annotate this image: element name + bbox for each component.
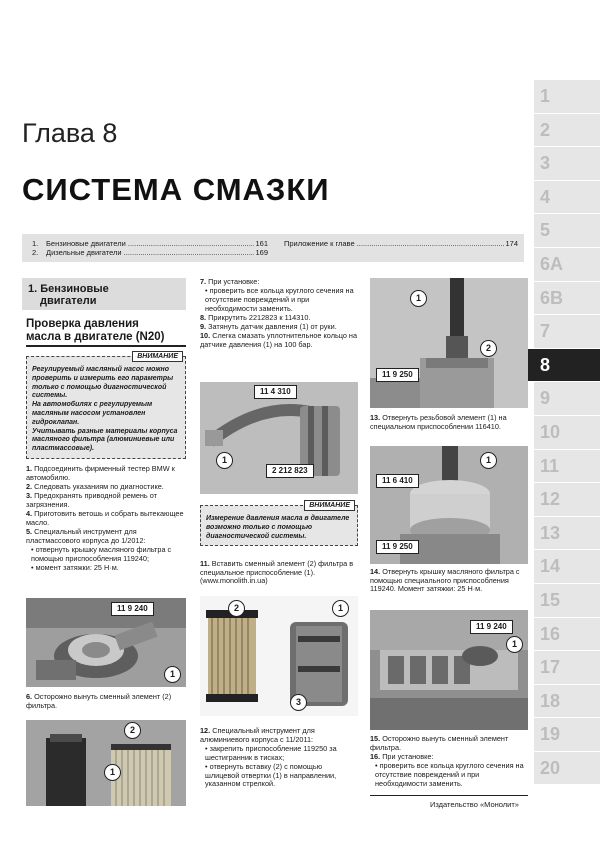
callout-number: 2 xyxy=(228,600,245,617)
photo-filter-tool xyxy=(200,596,358,716)
step: 8. Прикрутить 2212823 к 114310. xyxy=(200,312,311,322)
callout-number: 1 xyxy=(410,290,427,307)
tool-label: 11 9 250 xyxy=(376,540,419,554)
tab-chapter-8[interactable]: 8 xyxy=(528,349,600,383)
step: 3. Предохранять приводной ремень от загрязнения. xyxy=(26,491,157,509)
chapter-label: Глава 8 xyxy=(22,118,118,148)
tab-chapter-12[interactable]: 12 xyxy=(534,483,600,517)
photo-engine-bay xyxy=(370,610,528,730)
tab-chapter-18[interactable]: 18 xyxy=(534,685,600,719)
step: 15. Осторожно вынуть сменный элемент фильтра. xyxy=(370,734,509,752)
tab-chapter-7[interactable]: 7 xyxy=(534,315,600,349)
tool-119250-illustration xyxy=(370,278,528,408)
step: 7. При установке: xyxy=(200,277,260,286)
bullet: • отвернуть вставку (2) с помощью шлицевой отвертки (1) в направлении, указанном стрелкой. xyxy=(205,761,337,789)
column-1-step6 xyxy=(26,693,186,711)
tab-chapter-2[interactable]: 2 xyxy=(534,114,600,148)
toc-item[interactable]: Приложение к главе ..... 174 xyxy=(284,239,518,248)
tab-chapter-14[interactable]: 14 xyxy=(534,550,600,584)
filter-element-illustration xyxy=(26,720,186,806)
column-3-step13 xyxy=(370,414,528,432)
toc-item[interactable]: 2. Дизельные двигатели ..... 169 xyxy=(32,248,268,257)
tab-chapter-5[interactable]: 5 xyxy=(534,214,600,248)
photo-filter-element xyxy=(26,720,186,806)
step: 2. Следовать указаниям по диагностике. xyxy=(26,481,164,491)
tab-chapter-1[interactable]: 1 xyxy=(534,80,600,114)
table-of-contents xyxy=(22,234,524,262)
step: 1. Подсоединить фирменный тестер BMW к автомобилю. xyxy=(26,464,175,482)
callout-number: 1 xyxy=(506,636,523,653)
tab-chapter-9[interactable]: 9 xyxy=(534,382,600,416)
tool-label: 11 9 250 xyxy=(376,368,419,382)
step: 5. Специальный инструмент для пластмассового корпуса до 1/2012: xyxy=(26,526,146,545)
bullet: • закрепить приспособление 119250 за шестигранник в тисках; xyxy=(205,743,337,762)
step: 6. Осторожно вынуть сменный элемент (2) фильтра. xyxy=(26,692,172,710)
warning-tag: ВНИМАНИЕ xyxy=(304,500,355,511)
toc-left xyxy=(32,239,268,257)
page-title: СИСТЕМА СМАЗКИ xyxy=(22,172,330,207)
warning-tag: ВНИМАНИЕ xyxy=(132,351,183,362)
callout-number: 1 xyxy=(104,764,121,781)
tab-chapter-3[interactable]: 3 xyxy=(534,147,600,181)
chapter-tabs xyxy=(534,80,600,785)
tab-chapter-16[interactable]: 16 xyxy=(534,618,600,652)
toc-right xyxy=(284,239,518,248)
tab-chapter-6b[interactable]: 6B xyxy=(534,282,600,316)
footer-rule xyxy=(370,795,528,796)
step: 16. При установке: xyxy=(370,751,434,761)
tab-chapter-6a[interactable]: 6A xyxy=(534,248,600,282)
callout-number: 1 xyxy=(216,452,233,469)
photo-pressure-sensor xyxy=(200,382,358,494)
bullet: • проверить все кольца круглого сечения на отсутствие повреждений и при необходимости заменить. xyxy=(205,286,354,313)
step: 13. Отвернуть резьбовой элемент (1) на специальном приспособлении 116410. xyxy=(370,413,507,431)
photo-filter-housing xyxy=(26,598,186,687)
tool-label: 2 212 823 xyxy=(266,464,314,478)
step: 11. Вставить сменный элемент (2) фильтра в специальное приспособление (1). (www.monolith.in.ua) xyxy=(200,559,354,586)
warning-box: ВНИМАНИЕ Регулируемый масляный насос можно проверить и измерить его параметры только с помощью диагностической системы. На автомобилях с регулируемым масляным насосом установлен гидроклапан. Учитывать разные материалы корпуса масляного фильтра (алюминиевые или пластмассовые). xyxy=(26,356,186,459)
step: 4. Приготовить ветошь и собрать вытекающее масло. xyxy=(26,509,184,527)
toc-item[interactable]: 1. Бензиновые двигатели ..... 161 xyxy=(32,239,268,248)
tool-label: 11 6 410 xyxy=(376,474,419,488)
bullet: • момент затяжки: 25 Н·м. xyxy=(31,562,119,572)
tab-chapter-10[interactable]: 10 xyxy=(534,416,600,450)
tab-chapter-13[interactable]: 13 xyxy=(534,517,600,551)
callout-number: 1 xyxy=(164,666,181,683)
tab-chapter-15[interactable]: 15 xyxy=(534,584,600,618)
section-heading: 1. Бензиновые двигатели xyxy=(22,278,186,310)
column-3-text xyxy=(370,735,528,789)
tab-chapter-19[interactable]: 19 xyxy=(534,718,600,752)
tool-label: 11 4 310 xyxy=(254,385,297,399)
callout-number: 1 xyxy=(332,600,349,617)
column-2-text xyxy=(200,278,358,350)
callout-number: 2 xyxy=(124,722,141,739)
filter-housing-illustration xyxy=(26,598,186,687)
bullet: • отвернуть крышку масляного фильтра с помощью приспособления 119240; xyxy=(31,544,172,563)
step: 9. Затянуть датчик давления (1) от руки. xyxy=(200,322,337,332)
callout-number: 1 xyxy=(480,452,497,469)
column-3-step14 xyxy=(370,568,528,595)
tab-chapter-20[interactable]: 20 xyxy=(534,752,600,786)
step: 14. Отвернуть крышку масляного фильтра с помощью специального приспособления 119240. Момент затяжки: 25 Н·м. xyxy=(370,567,520,594)
tab-chapter-4[interactable]: 4 xyxy=(534,181,600,215)
tab-chapter-17[interactable]: 17 xyxy=(534,651,600,685)
column-2-step12 xyxy=(200,727,358,789)
callout-number: 2 xyxy=(480,340,497,357)
step: 12. Специальный инструмент для алюминиевого корпуса с 11/2011: xyxy=(200,726,315,744)
column-2-step11 xyxy=(200,560,358,587)
photo-tool-119250 xyxy=(370,278,528,408)
column-1-text xyxy=(26,465,186,573)
photo-tool-116410 xyxy=(370,446,528,564)
tool-label: 11 9 240 xyxy=(111,602,154,616)
warning-box: ВНИМАНИЕ Измерение давления масла в двигателе возможно только с помощью диагностической системы. xyxy=(200,505,358,546)
publisher-footer: Издательство «Монолит» xyxy=(430,800,519,809)
tab-chapter-11[interactable]: 11 xyxy=(534,450,600,484)
subsection-heading: Проверка давления масла в двигателе (N20) xyxy=(26,318,186,347)
tool-label: 11 9 240 xyxy=(470,620,513,634)
bullet: • проверить все кольца круглого сечения на отсутствие повреждений и при необходимости заменить. xyxy=(375,761,524,788)
step: 10. Слегка смазать уплотнительное кольцо на датчике давления (1) на 100 бар. xyxy=(200,331,358,349)
callout-number: 3 xyxy=(290,694,307,711)
